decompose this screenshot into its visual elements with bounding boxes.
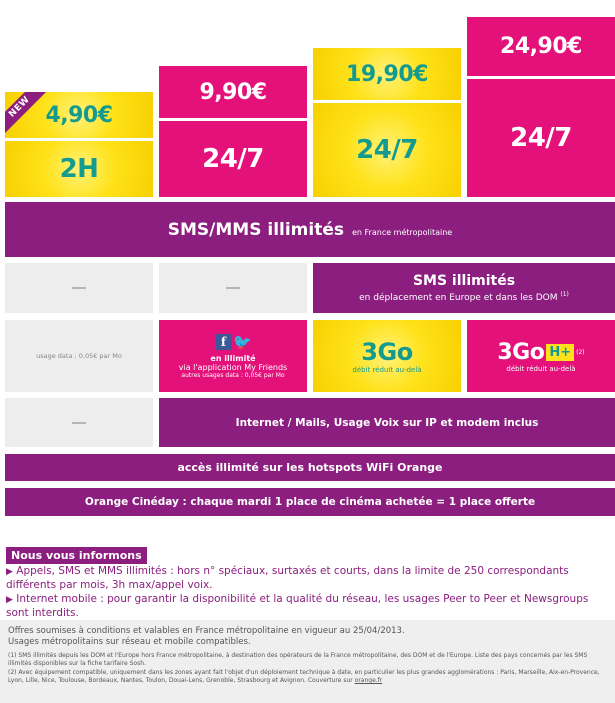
sms-mms-subtitle: en France métropolitaine (352, 227, 453, 237)
plan1-data-text: usage data : 0,05€ par Mo (36, 352, 122, 360)
plan3-allowance-cell (313, 103, 461, 197)
plan4-data-cell (467, 320, 615, 392)
facebook-icon: f (216, 334, 232, 350)
not-included-dash (72, 422, 86, 424)
plan3-price: 19,90€ (346, 61, 428, 87)
footer-note2-container (8, 669, 607, 685)
plan2-price-cell (159, 66, 307, 118)
plan4-data-sub: débit réduit au-delà (506, 364, 576, 373)
plan2-data-line3: autres usages data : 0,05€ par Mo (181, 371, 285, 379)
plan3-data-cell (313, 320, 461, 392)
plan2-price: 9,90€ (199, 79, 267, 105)
sms-mms-title: SMS/MMS illimités (167, 219, 344, 240)
plan3-data-sub: débit réduit au-delà (352, 366, 422, 374)
orange-link[interactable]: orange.fr (354, 677, 383, 684)
plan4-data-amount-line (497, 340, 584, 365)
wifi-band (5, 454, 615, 481)
info-list (6, 565, 610, 621)
footer-line1: Offres soumises à conditions et valables en France métropolitaine en vigueur au 25/04/2013. (8, 626, 405, 636)
roaming-subtitle-line (359, 291, 569, 303)
info-item-text: Appels, SMS et MMS illimités : hors n° spéciaux, surtaxés et courts, dans la limite de 250 correspondants différents par mois, 3h max/appel voix. (6, 565, 569, 591)
plan3-allowance: 24/7 (356, 135, 418, 165)
plan2-allowance: 24/7 (202, 144, 264, 174)
plan1-allowance: 2H (59, 154, 99, 184)
wifi-text: accès illimité sur les hotspots WiFi Orange (177, 461, 443, 474)
twitter-icon: 🐦 (233, 332, 252, 351)
plan1-price: 4,90€ (45, 102, 113, 128)
cineday-band (5, 488, 615, 516)
plan2-roaming-cell (159, 263, 307, 313)
plan2-data-cell (159, 320, 307, 392)
h-plus-badge: H+ (546, 344, 574, 361)
plan1-roaming-cell (5, 263, 153, 313)
plan2-allowance-cell (159, 121, 307, 197)
not-included-dash (72, 287, 86, 289)
roaming-note-ref: (1) (560, 291, 569, 298)
info-item (6, 565, 610, 592)
info-item-text: Internet mobile : pour garantir la disponibilité et la qualité du réseau, les usages Peer to Peer et Newsgroups sont interdits. (6, 593, 589, 619)
plan1-data-cell (5, 320, 153, 392)
plan2-data-line1: en illimité (210, 353, 256, 363)
plan4-price: 24,90€ (500, 34, 582, 59)
roaming-sms-band (313, 263, 615, 313)
sms-mms-band (5, 202, 615, 257)
bullet-triangle-icon: ▶ (6, 567, 13, 577)
plan4-note-ref: (2) (576, 348, 585, 356)
footer-note2: (2) Avec équipement compatible, uniquement dans les zones ayant fait l'objet d'un déploiement technique à date, en particulier les plus grandes agglomérations : Paris, Marseille, Aix-en-Provence, Lyon, Lille, Nice, Toulouse, Bordeaux, Nantes, Toulon, Douai-Lens, Grenoble, Strasbourg et Avignon. Couverture sur (8, 669, 600, 684)
plan1-allowance-cell (5, 141, 153, 197)
new-badge: NEW (5, 92, 46, 133)
footer-note1: (1) SMS illimités depuis les DOM et l'Europe hors France métropolitaine, à destination des opérateurs de la France métropolitaine, des DOM et de l'Europe. Liste des pays concernés par les SMS illimités disponibles sur la fiche tarifaire Sosh. (8, 652, 588, 667)
plan4-allowance-cell (467, 79, 615, 197)
cineday-text: Orange Cinéday : chaque mardi 1 place de cinéma achetée = 1 place offerte (84, 496, 536, 508)
plan3-price-cell (313, 48, 461, 100)
legal-footer (0, 620, 615, 703)
plan2-data-line2: via l'application My Friends (178, 362, 288, 372)
plan1-price-cell (5, 92, 153, 138)
footer-line2: Usages métropolitains sur réseau et mobile compatibles. (8, 637, 251, 647)
internet-band (159, 398, 615, 447)
info-title: Nous vous informons (6, 547, 147, 564)
plan4-price-cell (467, 17, 615, 76)
roaming-title: SMS illimités (412, 273, 516, 289)
plan4-data-amount: 3Go (497, 339, 545, 365)
plan4-allowance: 24/7 (510, 123, 572, 153)
internet-text: Internet / Mails, Usage Voix sur IP et modem inclus (235, 416, 539, 429)
info-item (6, 593, 610, 620)
social-icons (216, 334, 251, 350)
plan3-data-amount: 3Go (361, 338, 413, 366)
not-included-dash (226, 287, 240, 289)
bullet-triangle-icon: ▶ (6, 595, 13, 605)
roaming-subtitle: en déplacement en Europe et dans les DOM (359, 293, 558, 303)
plan1-internet-cell (5, 398, 153, 447)
